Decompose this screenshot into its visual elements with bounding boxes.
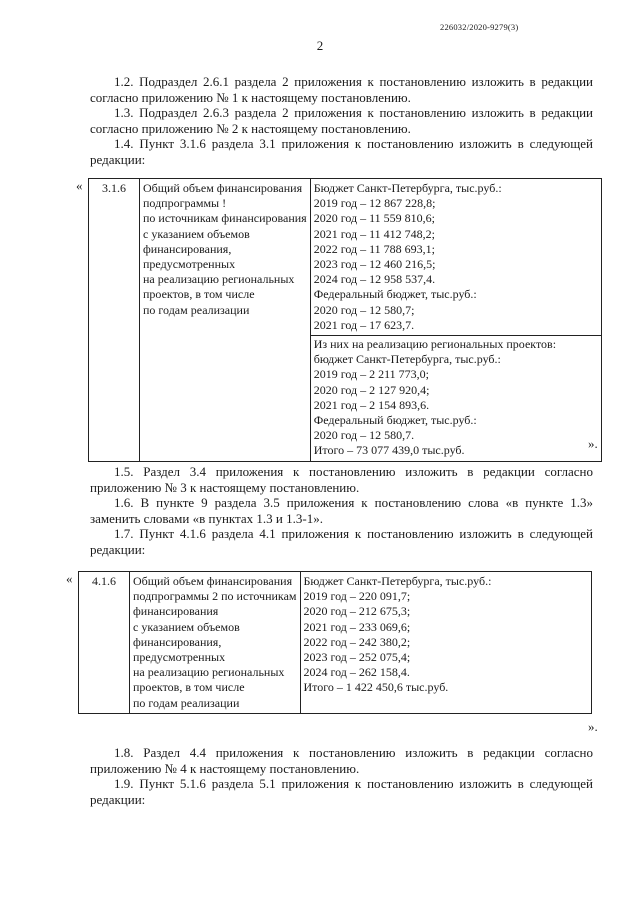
close-quote-2: ». [588, 719, 598, 734]
table1-value-line: 2020 год – 11 559 810,6; [313, 211, 435, 226]
table1-value-line: 2021 год – 17 623,7. [313, 317, 415, 332]
table1-value-line: Бюджет Санкт-Петербурга, тыс.руб.: [313, 181, 502, 195]
table2-value-line: 2020 год – 212 675,3; [303, 604, 411, 619]
paragraph-1-8-text: 1.8. Раздел 4.4 приложения к постановлению изложить в редакции согласно приложению № 4 к настоящему постановлению. [90, 745, 593, 776]
paragraph-1-5-text: 1.5. Раздел 3.4 приложения к постановлению изложить в редакции согласно приложению № 3 к настоящему постановлению. [90, 464, 593, 495]
table1-value-line: бюджет Санкт-Петербурга, тыс.руб.: [313, 352, 501, 367]
table2-value-line: Итого – 1 422 450,6 тыс.руб. [303, 680, 449, 695]
table1-name-line: подпрограммы ! [143, 196, 227, 211]
table1-item-number: 3.1.6 [89, 179, 140, 462]
table1-value-line: 2023 год – 12 460 216,5; [313, 257, 436, 272]
table1-name-line: Общий объем финансирования [143, 181, 303, 195]
table1-value-line: Итого – 73 077 439,0 тыс.руб. [313, 443, 465, 458]
table2-name-line: с указанием объемов [133, 619, 240, 634]
table1-value-line: 2022 год – 11 788 693,1; [313, 241, 435, 256]
document-number: 226032/2020-9279(3) [440, 22, 519, 32]
table1-value-line: Федеральный бюджет, тыс.руб.: [313, 413, 477, 428]
table2-name-line: финансирования [133, 604, 219, 619]
table2-name-cell [130, 572, 301, 714]
table1-name-line: по источникам финансирования [143, 211, 307, 226]
financing-table-4-1-6 [78, 571, 592, 714]
table1-value-line: 2020 год – 12 580,7; [313, 302, 415, 317]
paragraph-1-4 [90, 136, 593, 167]
table2-name-line: финансирования, [133, 634, 222, 649]
table2-value-line: Бюджет Санкт-Петербурга, тыс.руб.: [303, 574, 492, 588]
paragraph-1-8 [90, 745, 593, 776]
table1-value-line: Федеральный бюджет, тыс.руб.: [313, 287, 477, 302]
table1-name-line: предусмотренных [143, 257, 236, 272]
table1-value-line: 2020 год – 12 580,7. [313, 428, 415, 443]
financing-table-3-1-6 [88, 178, 602, 462]
table1-name-cell [140, 179, 311, 462]
table2-value-line: 2021 год – 233 069,6; [303, 619, 411, 634]
table2-value-line: 2023 год – 252 075,4; [303, 650, 411, 665]
paragraph-1-2 [90, 74, 593, 105]
paragraph-1-5 [90, 464, 593, 495]
paragraph-1-2-text: 1.2. Подраздел 2.6.1 раздела 2 приложения к постановлению изложить в редакции согласно приложению № 1 к настоящему постановлению. [90, 74, 593, 105]
paragraph-1-6 [90, 495, 593, 526]
table1-value-line: Из них на реализацию региональных проектов: [313, 337, 557, 352]
table2-name-line: проектов, в том числе [133, 680, 245, 695]
table2-value-line: 2024 год – 262 158,4. [303, 665, 410, 680]
table1-name-line: финансирования, [143, 241, 232, 256]
table1-value-line: 2020 год – 2 127 920,4; [313, 382, 430, 397]
table2-value-line: 2019 год – 220 091,7; [303, 589, 411, 604]
table2-value-line: 2022 год – 242 380,2; [303, 634, 411, 649]
table2-name-line: по годам реализации [133, 695, 240, 710]
open-quote-2: « [66, 571, 73, 586]
table1-value-line: 2019 год – 2 211 773,0; [313, 367, 429, 382]
table1-name-line: проектов, в том числе [143, 287, 255, 302]
table1-value-line: 2019 год – 12 867 228,8; [313, 196, 436, 211]
paragraph-1-7 [90, 526, 593, 557]
page-number: 2 [316, 38, 324, 53]
table1-value-line: 2021 год – 11 412 748,2; [313, 226, 435, 241]
table2-item-number: 4.1.6 [79, 572, 130, 714]
table1-value-line: 2021 год – 2 154 893,6. [313, 397, 430, 412]
table1-name-line: на реализацию региональных [143, 272, 295, 287]
table2-name-line: на реализацию региональных [133, 665, 285, 680]
table2-name-line: Общий объем финансирования [133, 574, 293, 588]
table2-values-cell [300, 572, 591, 714]
paragraph-1-9-text: 1.9. Пункт 5.1.6 раздела 5.1 приложения к постановлению изложить в следующей редакции: [90, 776, 593, 807]
paragraph-1-6-text: 1.6. В пункте 9 раздела 3.5 приложения к постановлению слова «в пункте 1.3» заменить словами «в пунктах 1.3 и 1.3-1». [90, 495, 593, 526]
paragraph-1-9 [90, 776, 593, 807]
table1-name-line: по годам реализации [143, 302, 250, 317]
paragraph-1-3 [90, 105, 593, 136]
table1-values-cell [310, 179, 601, 462]
table2-name-line: подпрограммы 2 по источникам [133, 589, 297, 604]
paragraph-1-7-text: 1.7. Пункт 4.1.6 раздела 4.1 приложения к постановлению изложить в следующей редакции: [90, 526, 593, 557]
table1-inner-divider [311, 335, 601, 336]
paragraph-1-4-text: 1.4. Пункт 3.1.6 раздела 3.1 приложения к постановлению изложить в следующей редакции: [90, 136, 593, 167]
table1-name-line: с указанием объемов [143, 226, 250, 241]
paragraph-1-3-text: 1.3. Подраздел 2.6.3 раздела 2 приложения к постановлению изложить в редакции согласно приложению № 2 к настоящему постановлению. [90, 105, 593, 136]
close-quote-1: ». [588, 436, 598, 451]
table2-name-line: предусмотренных [133, 650, 226, 665]
table1-value-line: 2024 год – 12 958 537,4. [313, 272, 436, 287]
open-quote-1: « [76, 178, 83, 193]
